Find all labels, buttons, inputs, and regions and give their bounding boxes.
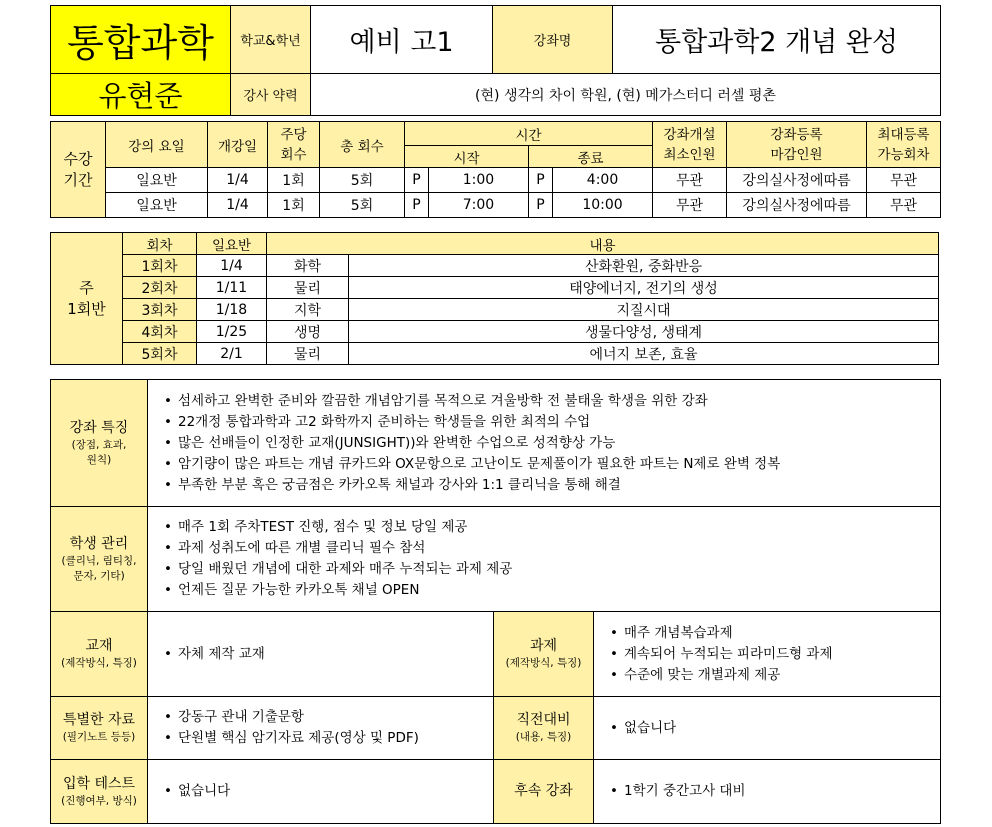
- schedule-row: [51, 299, 939, 321]
- period-start-time: 7:00: [429, 193, 529, 218]
- entrance-label: 입학 테스트 (진행여부, 방식): [51, 760, 148, 824]
- course-label: 강좌명: [493, 6, 613, 74]
- schedule-date: 1/11: [197, 277, 267, 299]
- period-end-time: 4:00: [553, 168, 653, 193]
- homework-item: • 수준에 맞는 개별과제 제공: [610, 665, 940, 686]
- followup-content: [594, 760, 941, 824]
- homework-item: • 계속되어 누적되는 피라미드형 과제: [610, 644, 940, 665]
- management-item: • 매주 1회 주차TEST 진행, 점수 및 정보 당일 제공: [164, 517, 940, 538]
- special-item: • 강동구 관내 기출문항: [164, 707, 493, 728]
- schedule-content: 에너지 보존, 효율: [349, 343, 939, 365]
- followup-label: 후속 강좌: [494, 760, 594, 824]
- schedule-date: 1/4: [197, 255, 267, 277]
- textbook-item: • 자체 제작 교재: [164, 644, 493, 665]
- period-h-max: 최대등록 가능회차: [867, 122, 941, 168]
- management-item: • 언제든 질문 가능한 카카오톡 채널 OPEN: [164, 580, 940, 601]
- period-end-ampm: P: [529, 193, 553, 218]
- period-section-label: 수강 기간: [51, 122, 106, 218]
- period-day: 일요반: [106, 168, 208, 193]
- period-table: [50, 121, 941, 218]
- schedule-round: 5회차: [123, 343, 197, 365]
- schedule-content: 지질시대: [349, 299, 939, 321]
- schedule-h-day: 일요반: [197, 233, 267, 255]
- schedule-content: 생물다양성, 생태계: [349, 321, 939, 343]
- management-label: 학생 관리 (클리닉, 림티칭, 문자, 기타): [51, 507, 148, 612]
- period-start-time: 1:00: [429, 168, 529, 193]
- homework-item: • 매주 개념복습과제: [610, 623, 940, 644]
- schedule-date: 2/1: [197, 343, 267, 365]
- period-row: [51, 193, 941, 218]
- schedule-section-label: 주 1회반: [51, 233, 123, 365]
- management-item: • 과제 성취도에 따른 개별 클리닉 필수 참석: [164, 538, 940, 559]
- period-min: 무관: [653, 168, 727, 193]
- schedule-subject: 물리: [267, 343, 349, 365]
- period-total: 5회: [320, 168, 405, 193]
- period-max: 무관: [867, 193, 941, 218]
- period-weekly: 1회: [268, 168, 320, 193]
- period-h-time: 시간: [405, 122, 653, 146]
- period-start-date: 1/4: [208, 168, 268, 193]
- period-h-total: 총 회수: [320, 122, 405, 168]
- period-h-day: 강의 요일: [106, 122, 208, 168]
- schedule-h-content: 내용: [267, 233, 939, 255]
- management-content: [148, 507, 941, 612]
- period-h-time-end: 종료: [529, 146, 653, 168]
- schedule-subject: 화학: [267, 255, 349, 277]
- schedule-row: [51, 277, 939, 299]
- entrance-content: [148, 760, 494, 824]
- period-h-time-start: 시작: [405, 146, 529, 168]
- exam-prep-content: [594, 697, 941, 760]
- schedule-row: [51, 321, 939, 343]
- period-close: 강의실사정에따름: [727, 193, 867, 218]
- management-item: • 당일 배웠던 개념에 대한 과제와 매주 누적되는 과제 제공: [164, 559, 940, 580]
- period-start-ampm: P: [405, 193, 429, 218]
- schedule-content: 태양에너지, 전기의 생성: [349, 277, 939, 299]
- career-label: 강사 약력: [231, 74, 311, 116]
- period-close: 강의실사정에따름: [727, 168, 867, 193]
- schedule-date: 1/25: [197, 321, 267, 343]
- features-item: • 암기량이 많은 파트는 개념 큐카드와 OX문항으로 고난이도 문제풀이가 필요한 파트는 N제로 완벽 정복: [164, 454, 940, 475]
- homework-label: 과제 (제작방식, 특징): [494, 612, 594, 697]
- period-h-weekly: 주당 회수: [268, 122, 320, 168]
- special-label: 특별한 자료 (필기노트 등등): [51, 697, 148, 760]
- period-row: [51, 168, 941, 193]
- period-end-time: 10:00: [553, 193, 653, 218]
- period-weekly: 1회: [268, 193, 320, 218]
- features-content: [148, 380, 941, 507]
- followup-item: • 1학기 중간고사 대비: [610, 781, 940, 802]
- schedule-h-round: 회차: [123, 233, 197, 255]
- period-min: 무관: [653, 193, 727, 218]
- features-item: • 많은 선배들이 인정한 교재(JUNSIGHT))와 완벽한 수업으로 성적향상 가능: [164, 433, 940, 454]
- period-day: 일요반: [106, 193, 208, 218]
- schedule-subject: 물리: [267, 277, 349, 299]
- entrance-item: • 없습니다: [164, 781, 493, 802]
- grade-value: 예비 고1: [311, 6, 493, 74]
- career-value: (현) 생각의 차이 학원, (현) 메가스터디 러셀 평촌: [311, 74, 941, 116]
- schedule-subject: 지학: [267, 299, 349, 321]
- textbook-content: [148, 612, 494, 697]
- features-item: • 부족한 부분 혹은 궁금점은 카카오톡 채널과 강사와 1:1 클리닉을 통해 해결: [164, 475, 940, 496]
- period-start-ampm: P: [405, 168, 429, 193]
- teacher-name: 유현준: [51, 74, 231, 116]
- features-item: • 22개정 통합과학과 고2 화학까지 준비하는 학생들을 위한 최적의 수업: [164, 412, 940, 433]
- header-table: [50, 5, 941, 116]
- period-end-ampm: P: [529, 168, 553, 193]
- exam-prep-item: • 없습니다: [610, 718, 940, 739]
- period-h-start-date: 개강일: [208, 122, 268, 168]
- features-item: • 섬세하고 완벽한 준비와 깔끔한 개념암기를 목적으로 겨울방학 전 불태울 학생을 위한 강좌: [164, 391, 940, 412]
- schedule-round: 3회차: [123, 299, 197, 321]
- schedule-date: 1/18: [197, 299, 267, 321]
- homework-content: [594, 612, 941, 697]
- grade-label: 학교&학년: [231, 6, 311, 74]
- special-content: [148, 697, 494, 760]
- period-h-close: 강좌등록 마감인원: [727, 122, 867, 168]
- schedule-round: 2회차: [123, 277, 197, 299]
- detail-table: [50, 379, 941, 824]
- schedule-subject: 생명: [267, 321, 349, 343]
- schedule-round: 4회차: [123, 321, 197, 343]
- schedule-table: [50, 232, 939, 365]
- period-start-date: 1/4: [208, 193, 268, 218]
- subject-title: 통합과학: [51, 6, 231, 74]
- period-max: 무관: [867, 168, 941, 193]
- special-item: • 단원별 핵심 암기자료 제공(영상 및 PDF): [164, 728, 493, 749]
- schedule-row: [51, 255, 939, 277]
- period-total: 5회: [320, 193, 405, 218]
- schedule-round: 1회차: [123, 255, 197, 277]
- period-h-min: 강좌개설 최소인원: [653, 122, 727, 168]
- schedule-row: [51, 343, 939, 365]
- schedule-content: 산화환원, 중화반응: [349, 255, 939, 277]
- features-label: 강좌 특징 (장점, 효과, 원칙): [51, 380, 148, 507]
- course-value: 통합과학2 개념 완성: [613, 6, 941, 74]
- textbook-label: 교재 (제작방식, 특징): [51, 612, 148, 697]
- exam-prep-label: 직전대비 (내용, 특징): [494, 697, 594, 760]
